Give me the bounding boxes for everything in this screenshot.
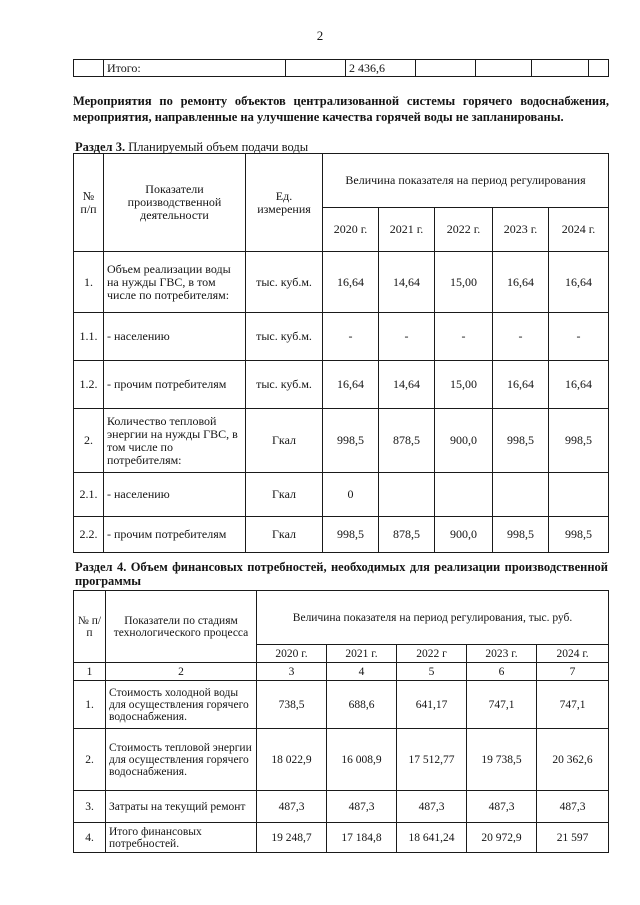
page-number: 2 — [316, 28, 324, 43]
table-row: 2.2. - прочим потребителям Гкал 998,5 878,5 900,0 998,5 998,5 — [74, 517, 609, 553]
table-row: 1.2. - прочим потребителям тыс. куб.м. 16,64 14,64 15,00 16,64 16,64 — [74, 361, 609, 409]
s4-year: 2021 г. — [327, 645, 397, 663]
table-row: 1. Объем реализации воды на нужды ГВС, в том числе по потребителям: тыс. куб.м. 16,64 14,64 15,00 16,64 16,64 — [74, 252, 609, 313]
totals-label: Итого: — [104, 60, 286, 77]
s3-header-indicators: Показатели производственной деятельности — [104, 154, 246, 252]
section3-label: Раздел 3. — [75, 140, 126, 154]
table-row: 2. Стоимость тепловой энергии для осуществления горячего водоснабжения. 18 022,9 16 008,9 17 512,77 19 738,5 20 362,6 — [74, 729, 609, 791]
s3-header-period: Величина показателя на период регулирования — [323, 154, 609, 208]
s4-header-indicators: Показатели по стадиям технологического процесса — [106, 591, 257, 663]
table-row: 2.1. - населению Гкал 0 — [74, 473, 609, 517]
table-row: 3. Затраты на текущий ремонт 487,3 487,3 487,3 487,3 487,3 — [74, 791, 609, 823]
section3-table — [73, 153, 609, 553]
table-row: 2. Количество тепловой энергии на нужды ГВС, в том числе по потребителям: Гкал 998,5 878,5 900,0 998,5 998,5 — [74, 409, 609, 473]
table-row: 4. Итого финансовых потребностей. 19 248,7 17 184,8 18 641,24 20 972,9 21 597 — [74, 823, 609, 853]
section4-heading: Раздел 4. Объем финансовых потребностей, необходимых для реализации производственной программы — [75, 560, 608, 588]
s3-header-num: № п/п — [74, 154, 104, 252]
s4-header-num: № п/п — [74, 591, 106, 663]
col-number-row: 1 2 3 4 5 6 7 — [74, 663, 609, 681]
s3-year: 2023 г. — [493, 208, 549, 252]
section4-table — [73, 590, 609, 853]
section3-title: Планируемый объем подачи воды — [128, 140, 309, 154]
s3-year: 2020 г. — [323, 208, 379, 252]
table-row: 1.1. - населению тыс. куб.м. - - - - - — [74, 313, 609, 361]
s4-year: 2024 г. — [537, 645, 609, 663]
s3-year: 2021 г. — [379, 208, 435, 252]
s4-year: 2023 г. — [467, 645, 537, 663]
totals-table — [73, 59, 609, 77]
s3-header-unit: Ед. измерения — [246, 154, 323, 252]
s4-year: 2022 г — [397, 645, 467, 663]
s3-year: 2022 г. — [435, 208, 493, 252]
table-row: 1. Стоимость холодной воды для осуществления горячего водоснабжения. 738,5 688,6 641,17 747,1 747,1 — [74, 681, 609, 729]
totals-row — [74, 60, 609, 77]
totals-value: 2 436,6 — [346, 60, 416, 77]
s4-header-period: Величина показателя на период регулирования, тыс. руб. — [257, 591, 609, 645]
s4-year: 2020 г. — [257, 645, 327, 663]
measures-note: Мероприятия по ремонту объектов централизованной системы горячего водоснабжения, мероприятия, направленные на улучшение качества горячей воды не запланированы. — [73, 94, 609, 124]
s3-year: 2024 г. — [549, 208, 609, 252]
